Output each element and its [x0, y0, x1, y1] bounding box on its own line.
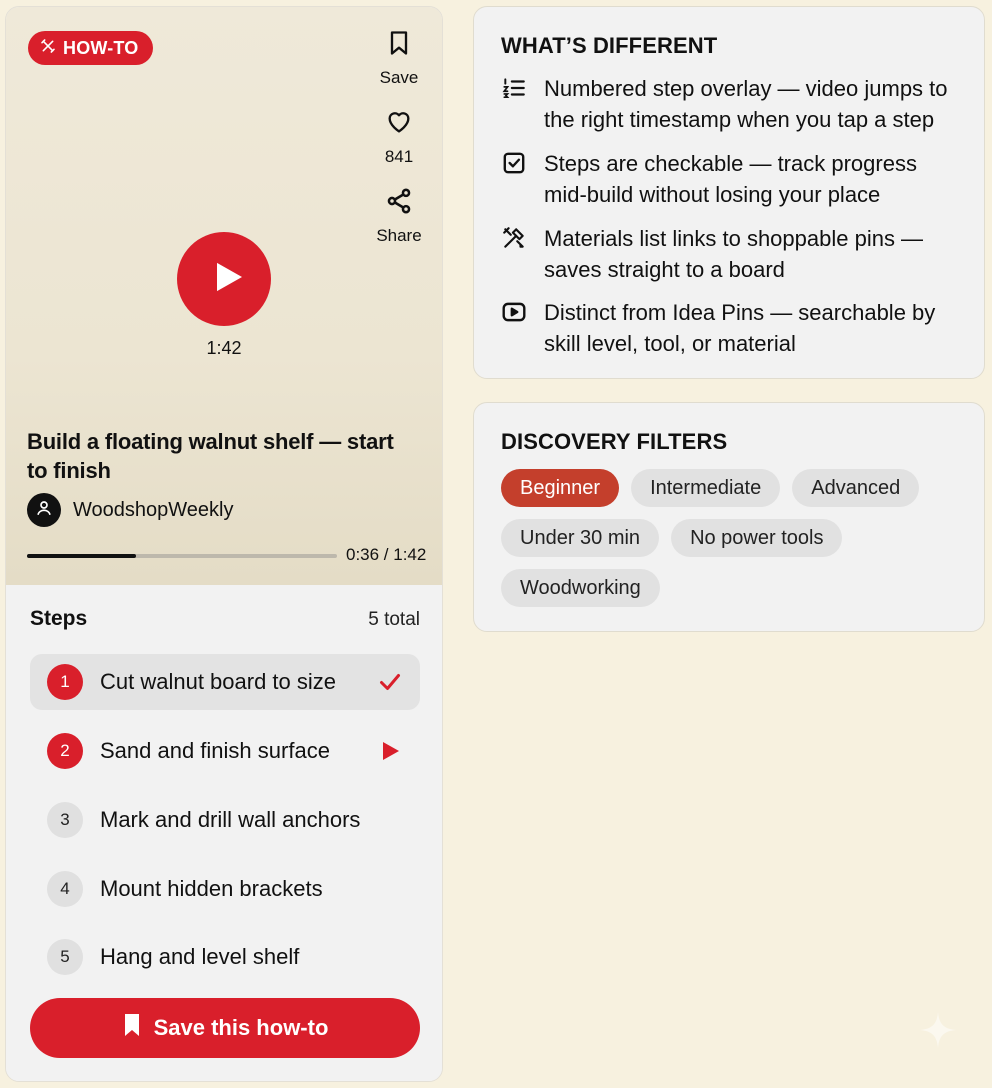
- like-action[interactable]: [366, 108, 432, 167]
- step-label: Mount hidden brackets: [100, 876, 323, 901]
- video-play-icon: [501, 297, 527, 330]
- filter-chips: [501, 469, 971, 607]
- step-label: Sand and finish surface: [100, 738, 330, 763]
- steps-panel: [6, 585, 443, 1082]
- howto-badge: [28, 31, 153, 65]
- creator-name: WoodshopWeekly: [73, 498, 234, 521]
- whats-different-title: WHAT’S DIFFERENT: [501, 33, 718, 58]
- filter-chip-no-power-tools[interactable]: No power tools: [671, 519, 842, 557]
- filter-chip-advanced[interactable]: Advanced: [792, 469, 919, 507]
- play-triangle-icon[interactable]: [378, 739, 402, 763]
- save-action-label: Save: [379, 68, 419, 87]
- feature-text: Materials list links to shoppable pins — saves straight to a board: [544, 226, 924, 282]
- steps-title: Steps: [30, 607, 88, 630]
- feature-text: Distinct from Idea Pins — searchable by skill level, tool, or material: [544, 300, 936, 356]
- filter-chip-woodworking[interactable]: Woodworking: [501, 569, 660, 607]
- sparkle-icon: [918, 1010, 958, 1050]
- step-number: 5: [47, 939, 83, 975]
- share-action-label: Share: [376, 226, 422, 245]
- save-action[interactable]: [366, 29, 432, 88]
- howto-pin-card: [5, 6, 443, 1082]
- whats-different-card: [473, 6, 985, 379]
- feature-item: [501, 297, 971, 359]
- tools-icon: [40, 38, 56, 59]
- checkmark-icon[interactable]: [378, 670, 402, 694]
- feature-item: [501, 148, 971, 210]
- steps-header: [30, 607, 420, 631]
- feature-text: Steps are checkable — track progress mid-build without losing your place: [544, 151, 917, 207]
- feature-item: [501, 223, 971, 285]
- howto-badge-label: HOW-TO: [63, 37, 139, 58]
- bookmark-icon: [122, 1013, 142, 1043]
- step-number: 2: [47, 733, 83, 769]
- step-row-5[interactable]: [30, 929, 420, 985]
- step-label: Hang and level shelf: [100, 944, 300, 969]
- steps-total: 5 total: [368, 609, 420, 630]
- tools-icon: [501, 223, 527, 256]
- checkbox-icon: [501, 148, 527, 181]
- step-row-2[interactable]: [30, 723, 420, 779]
- video-progress-bar[interactable]: [27, 554, 337, 558]
- user-icon: [35, 499, 53, 522]
- pin-title: Build a floating walnut shelf — start to finish: [27, 429, 394, 483]
- step-row-1[interactable]: [30, 654, 420, 710]
- video-player[interactable]: [6, 7, 443, 585]
- save-howto-label: Save this how-to: [153, 1015, 329, 1040]
- numbered-list-icon: [501, 73, 527, 106]
- step-label: Cut walnut board to size: [100, 669, 337, 694]
- filter-chip-beginner[interactable]: Beginner: [501, 469, 619, 507]
- feature-text: Numbered step overlay — video jumps to the right timestamp when you tap a step: [544, 76, 948, 132]
- step-row-4[interactable]: [30, 861, 420, 917]
- share-action[interactable]: [366, 187, 432, 246]
- play-button[interactable]: [177, 232, 271, 326]
- video-duration: 1:42: [206, 338, 242, 358]
- step-number: 1: [47, 664, 83, 700]
- heart-icon: [385, 108, 413, 141]
- step-number: 4: [47, 871, 83, 907]
- save-howto-button[interactable]: [30, 998, 420, 1058]
- bookmark-icon: [385, 29, 413, 62]
- filter-chip-intermediate[interactable]: Intermediate: [631, 469, 780, 507]
- step-label: Mark and drill wall anchors: [100, 807, 361, 832]
- action-rail: [366, 29, 432, 266]
- discovery-filters-title: DISCOVERY FILTERS: [501, 429, 728, 454]
- avatar: [27, 493, 61, 527]
- time-readout: 0:36 / 1:42: [346, 545, 427, 564]
- video-progress-fill: [27, 554, 136, 558]
- share-icon: [385, 187, 413, 220]
- creator[interactable]: [27, 493, 233, 527]
- step-row-3[interactable]: [30, 792, 420, 848]
- discovery-filters-card: [473, 402, 985, 632]
- filter-chip-under-30-min[interactable]: Under 30 min: [501, 519, 659, 557]
- like-count: 841: [384, 147, 414, 166]
- step-number: 3: [47, 802, 83, 838]
- feature-item: [501, 73, 971, 135]
- play-icon: [201, 257, 247, 302]
